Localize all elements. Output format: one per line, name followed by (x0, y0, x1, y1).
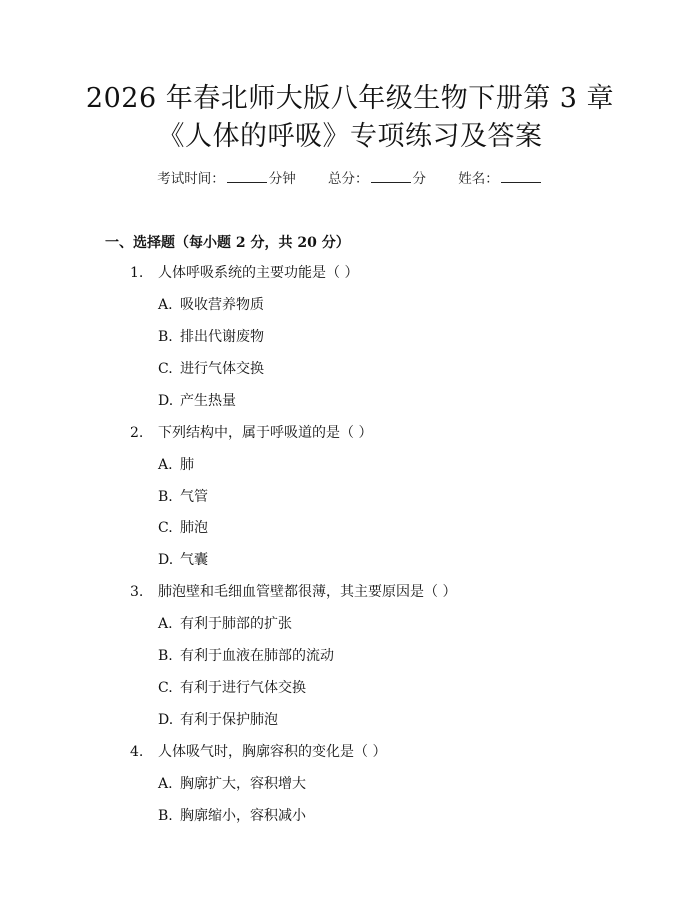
question-text: 肺泡壁和毛细血管壁都很薄，其主要原因是（ ） (158, 584, 457, 600)
question-text: 下列结构中，属于呼吸道的是（ ） (158, 425, 373, 441)
option-text: 进行气体交换 (180, 361, 264, 377)
option-letter: B. (158, 808, 173, 824)
option-3c[interactable] (158, 677, 306, 697)
student-name-blank[interactable] (501, 170, 541, 183)
option-text: 气囊 (180, 552, 208, 568)
option-letter: A. (158, 297, 173, 313)
question-number: 3. (130, 584, 144, 600)
option-text: 有利于保护肺泡 (180, 712, 278, 728)
option-4a[interactable] (158, 773, 306, 793)
option-text: 产生热量 (180, 393, 236, 409)
option-text: 有利于血液在肺部的流动 (180, 648, 334, 664)
exam-time-unit: 分钟 (268, 171, 296, 187)
total-score-unit: 分 (412, 171, 426, 187)
option-letter: A. (158, 616, 173, 632)
option-text: 吸收营养物质 (180, 297, 264, 313)
option-1b[interactable] (158, 326, 264, 346)
option-3a[interactable] (158, 613, 292, 633)
total-score-field (328, 171, 430, 187)
option-letter: A. (158, 457, 173, 473)
option-2c[interactable] (158, 517, 208, 537)
exam-time-blank[interactable] (227, 170, 267, 183)
option-text: 有利于进行气体交换 (180, 680, 306, 696)
exam-time-field (157, 171, 300, 187)
option-text: 胸廓扩大，容积增大 (180, 776, 306, 792)
section-heading-multiple-choice: 一、选择题（每小题 2 分，共 20 分） (105, 235, 350, 251)
option-1d[interactable] (158, 390, 236, 410)
option-1a[interactable] (158, 294, 264, 314)
option-4b[interactable] (158, 805, 306, 825)
option-letter: B. (158, 648, 173, 664)
option-2a[interactable] (158, 454, 194, 474)
question-1 (130, 262, 358, 282)
option-letter: D. (158, 712, 174, 728)
question-3 (130, 581, 456, 601)
question-4 (130, 741, 386, 761)
option-letter: B. (158, 489, 173, 505)
option-letter: D. (158, 552, 174, 568)
option-text: 排出代谢废物 (180, 329, 264, 345)
exam-info-bar (0, 167, 700, 187)
option-1c[interactable] (158, 358, 264, 378)
option-3b[interactable] (158, 645, 334, 665)
question-2 (130, 422, 372, 442)
total-score-blank[interactable] (371, 170, 411, 183)
option-text: 气管 (180, 489, 208, 505)
document-title-line-2: 《人体的呼吸》专项练习及答案 (157, 121, 543, 152)
exam-time-label: 考试时间： (157, 171, 225, 187)
question-text: 人体吸气时，胸廓容积的变化是（ ） (158, 744, 387, 760)
question-number: 4. (130, 744, 144, 760)
question-text: 人体呼吸系统的主要功能是（ ） (158, 265, 359, 281)
option-text: 有利于肺部的扩张 (180, 616, 292, 632)
option-letter: C. (158, 520, 173, 536)
option-letter: D. (158, 393, 174, 409)
option-text: 胸廓缩小，容积减小 (180, 808, 306, 824)
option-text: 肺 (180, 457, 194, 473)
total-score-label: 总分： (328, 171, 369, 187)
option-2d[interactable] (158, 549, 208, 569)
option-letter: C. (158, 361, 173, 377)
student-name-label: 姓名： (458, 171, 499, 187)
option-2b[interactable] (158, 486, 208, 506)
option-letter: B. (158, 329, 173, 345)
question-number: 2. (130, 425, 144, 441)
question-number: 1. (130, 265, 144, 281)
option-3d[interactable] (158, 709, 278, 729)
option-letter: A. (158, 776, 173, 792)
document-title-line-1: 2026 年春北师大版八年级生物下册第 3 章 (85, 83, 615, 114)
student-name-field (458, 171, 543, 187)
option-letter: C. (158, 680, 173, 696)
option-text: 肺泡 (180, 520, 208, 536)
